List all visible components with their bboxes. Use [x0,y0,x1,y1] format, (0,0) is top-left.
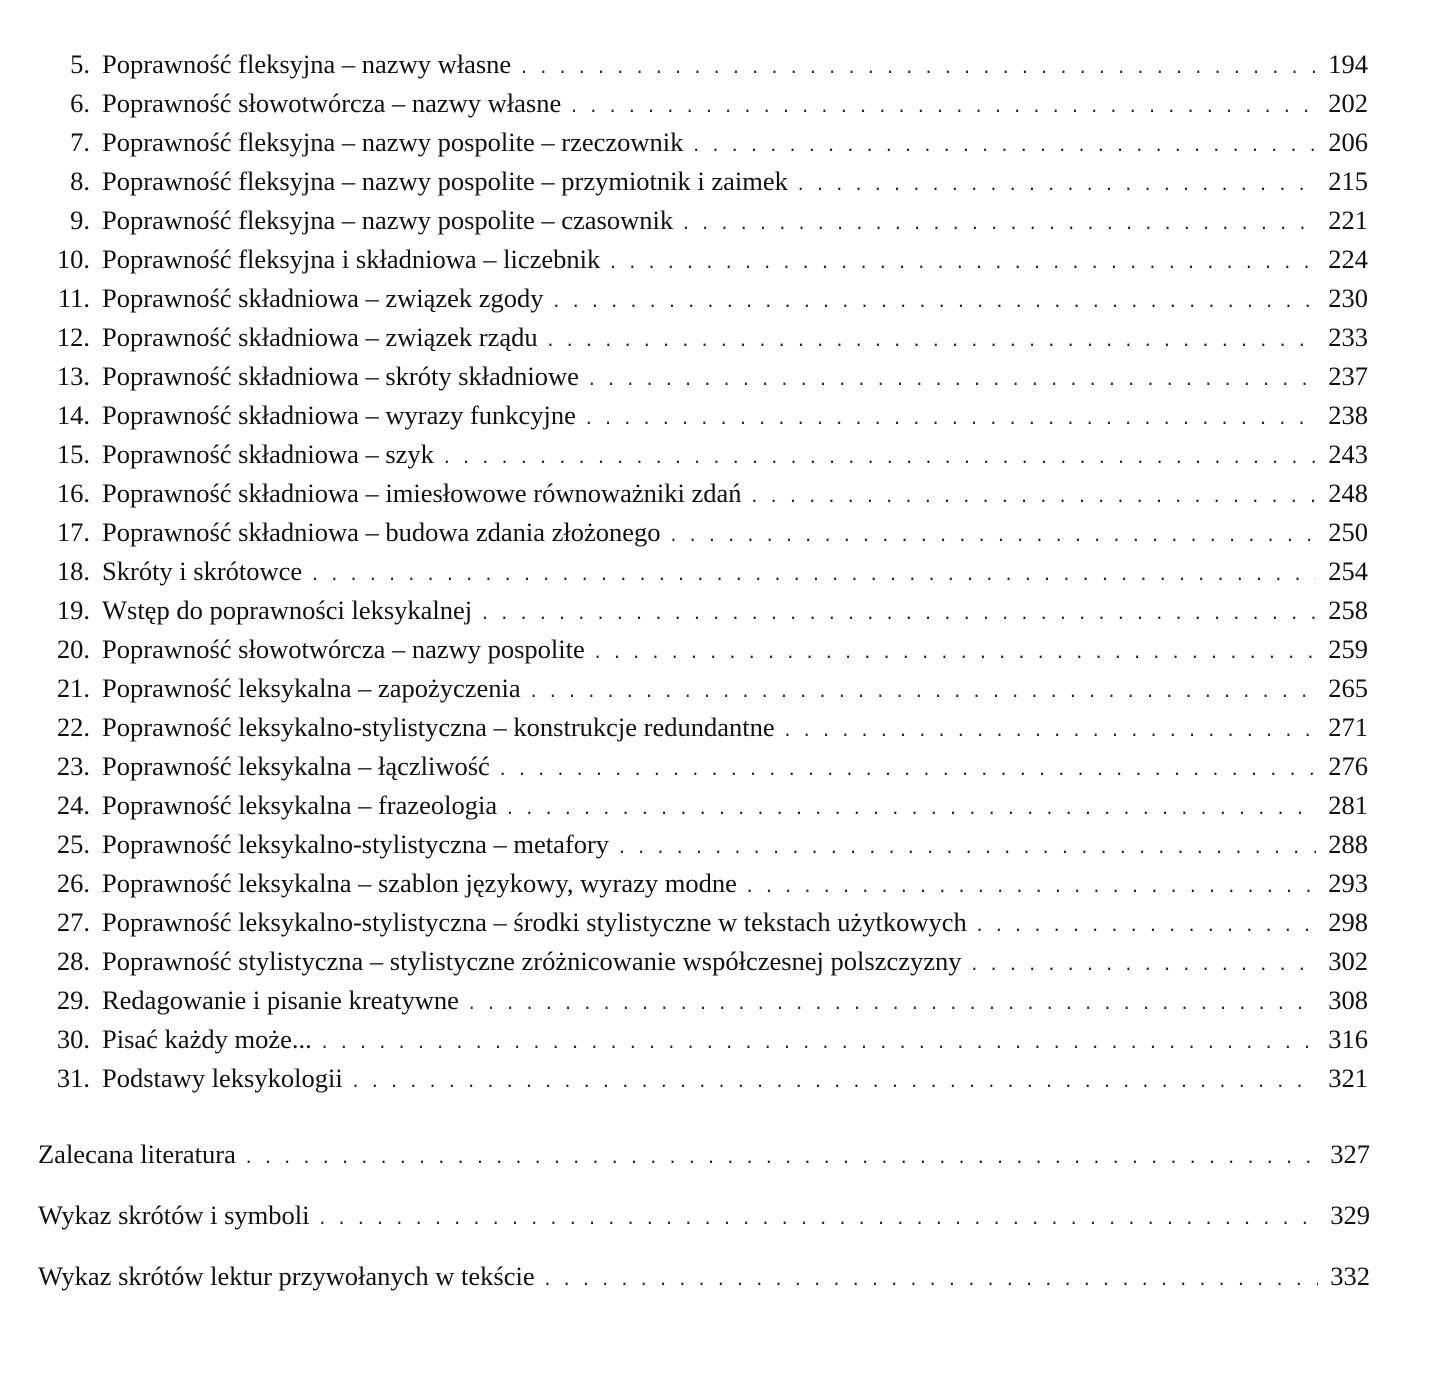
page-number: 265 [1328,673,1368,703]
chapter-number: 7. [70,127,90,157]
page-number: 276 [1328,751,1368,781]
chapter-number: 28. [56,946,90,976]
dot-leader [593,635,1316,671]
dot-leader [320,1025,1316,1061]
chapter-title: Poprawność słowotwórcza – nazwy pospolite [102,634,585,664]
chapter-number: 5. [70,49,90,79]
chapter-title: Poprawność leksykalna – zapożyczenia [102,673,521,703]
chapter-number: 25. [56,829,90,859]
chapter-title: Poprawność leksykalno-stylistyczna – środki stylistyczne w tekstach użytkowych [102,907,967,937]
page-number: 254 [1328,556,1368,586]
page-number: 230 [1328,283,1368,313]
dot-leader [796,167,1316,203]
dot-leader [750,479,1316,515]
chapter-title: Poprawność składniowa – imiesłowowe równoważniki zdań [102,478,742,508]
page-number: 259 [1328,634,1368,664]
page-number: 281 [1328,790,1368,820]
chapter-number: 11. [57,283,90,313]
toc-entry [38,1021,1368,1057]
chapter-title: Redagowanie i pisanie kreatywne [102,985,459,1015]
chapter-number: 27. [56,907,90,937]
dot-leader [587,362,1316,398]
chapter-title: Poprawność składniowa – związek zgody [102,283,544,313]
chapter-title: Poprawność słowotwórcza – nazwy własne [102,88,562,118]
dot-leader [351,1064,1316,1100]
chapter-title: Poprawność fleksyjna – nazwy pospolite – przymiotnik i zaimek [102,166,788,196]
toc-entry [38,397,1368,433]
dot-leader [552,284,1316,320]
dot-leader [970,947,1316,983]
dot-leader [584,401,1316,437]
chapter-number: 10. [56,244,90,274]
page-number: 215 [1328,166,1368,196]
chapter-title: Podstawy leksykologii [102,1063,343,1093]
page-number: 250 [1328,517,1368,547]
dot-leader [783,713,1316,749]
toc-entry [38,280,1368,316]
chapter-number: 14. [56,400,90,430]
chapter-number: 29. [56,985,90,1015]
page-number: 221 [1328,205,1368,235]
page-number: 293 [1328,868,1368,898]
appendix-title: Wykaz skrótów lektur przywołanych w tekście [38,1261,535,1291]
chapter-number: 17. [56,517,90,547]
toc-entry [38,46,1368,82]
toc-entry [38,982,1368,1018]
chapter-title: Poprawność leksykalno-stylistyczna – metafory [102,829,610,859]
chapter-title: Poprawność leksykalna – szablon językowy, wyrazy modne [102,868,737,898]
chapter-title: Poprawność leksykalna – frazeologia [102,790,498,820]
page-number: 308 [1328,985,1368,1015]
page-number: 224 [1328,244,1368,274]
chapter-number: 9. [70,205,90,235]
chapter-number: 19. [56,595,90,625]
toc-entry [38,202,1368,238]
toc-entry [38,1060,1368,1096]
page-number: 329 [1330,1200,1370,1230]
toc-entry [38,592,1368,628]
toc-entry [38,319,1368,355]
toc-appendix-entry [38,1197,1370,1233]
dot-leader [529,674,1316,710]
chapter-number: 22. [56,712,90,742]
toc-entry [38,943,1368,979]
toc-appendix-entry [38,1258,1370,1294]
chapter-number: 24. [56,790,90,820]
chapter-number: 30. [56,1024,90,1054]
dot-leader [975,908,1316,944]
chapter-number: 6. [70,88,90,118]
chapter-title: Poprawność fleksyjna – nazwy pospolite – czasownik [102,205,674,235]
dot-leader [608,245,1316,281]
page-number: 202 [1328,88,1368,118]
toc-entry [38,787,1368,823]
dot-leader [480,596,1316,632]
toc-entry [38,475,1368,511]
dot-leader [442,440,1316,476]
chapter-title: Poprawność składniowa – związek rządu [102,322,538,352]
page-number: 321 [1328,1063,1368,1093]
chapter-title: Poprawność składniowa – budowa zdania złożonego [102,517,661,547]
page-number: 302 [1328,946,1368,976]
toc-entry [38,124,1368,160]
toc-entry [38,748,1368,784]
page-number: 288 [1328,829,1368,859]
dot-leader [244,1140,1318,1176]
dot-leader [569,89,1316,125]
chapter-title: Poprawność stylistyczna – stylistyczne zróżnicowanie współczesnej polszczyzny [102,946,962,976]
chapter-title: Skróty i skrótowce [102,556,303,586]
page-number: 327 [1330,1139,1370,1169]
toc-entry [38,670,1368,706]
chapter-number: 13. [56,361,90,391]
chapter-title: Poprawność składniowa – skróty składniowe [102,361,579,391]
chapter-title: Poprawność leksykalno-stylistyczna – konstrukcje redundantne [102,712,775,742]
page-number: 238 [1328,400,1368,430]
dot-leader [505,791,1316,827]
chapter-title: Poprawność fleksyjna – nazwy własne [102,49,512,79]
toc-entry [38,241,1368,277]
toc-entry [38,358,1368,394]
toc-entry [38,631,1368,667]
dot-leader [691,128,1316,164]
toc-appendix-entry [38,1136,1370,1172]
page-number: 206 [1328,127,1368,157]
dot-leader [543,1262,1318,1298]
chapter-number: 8. [70,166,90,196]
appendix-title: Wykaz skrótów i symboli [38,1200,310,1230]
toc-entry [38,436,1368,472]
toc-entry [38,865,1368,901]
page-number: 243 [1328,439,1368,469]
chapter-title: Poprawność fleksyjna – nazwy pospolite – rzeczownik [102,127,684,157]
dot-leader [310,557,1316,593]
chapter-number: 21. [56,673,90,703]
page-number: 258 [1328,595,1368,625]
chapter-title: Wstęp do poprawności leksykalnej [102,595,473,625]
chapter-number: 23. [56,751,90,781]
chapter-title: Pisać każdy może... [102,1024,312,1054]
toc-entry [38,904,1368,940]
chapter-title: Poprawność składniowa – szyk [102,439,434,469]
chapter-number: 12. [56,322,90,352]
chapter-number: 26. [56,868,90,898]
toc-entry [38,709,1368,745]
dot-leader [669,518,1316,554]
toc-entry [38,163,1368,199]
toc-entry [38,85,1368,121]
chapter-number: 16. [56,478,90,508]
dot-leader [546,323,1316,359]
chapter-number: 31. [56,1063,90,1093]
page-number: 248 [1328,478,1368,508]
dot-leader [681,206,1316,242]
page-number: 316 [1328,1024,1368,1054]
chapter-number: 20. [56,634,90,664]
chapter-title: Poprawność składniowa – wyrazy funkcyjne [102,400,576,430]
dot-leader [317,1201,1318,1237]
page-number: 194 [1328,49,1368,79]
chapter-title: Poprawność leksykalna – łączliwość [102,751,490,781]
chapter-number: 15. [56,439,90,469]
dot-leader [745,869,1316,905]
page-number: 237 [1328,361,1368,391]
toc-entry [38,826,1368,862]
chapter-title: Poprawność fleksyjna i składniowa – liczebnik [102,244,601,274]
dot-leader [498,752,1316,788]
page-number: 233 [1328,322,1368,352]
toc-entry [38,514,1368,550]
page-number: 332 [1330,1261,1370,1291]
chapter-number: 18. [56,556,90,586]
appendix-title: Zalecana literatura [38,1139,236,1169]
dot-leader [617,830,1316,866]
toc-entry [38,553,1368,589]
page-number: 298 [1328,907,1368,937]
page-number: 271 [1328,712,1368,742]
dot-leader [467,986,1316,1022]
dot-leader [519,50,1316,86]
